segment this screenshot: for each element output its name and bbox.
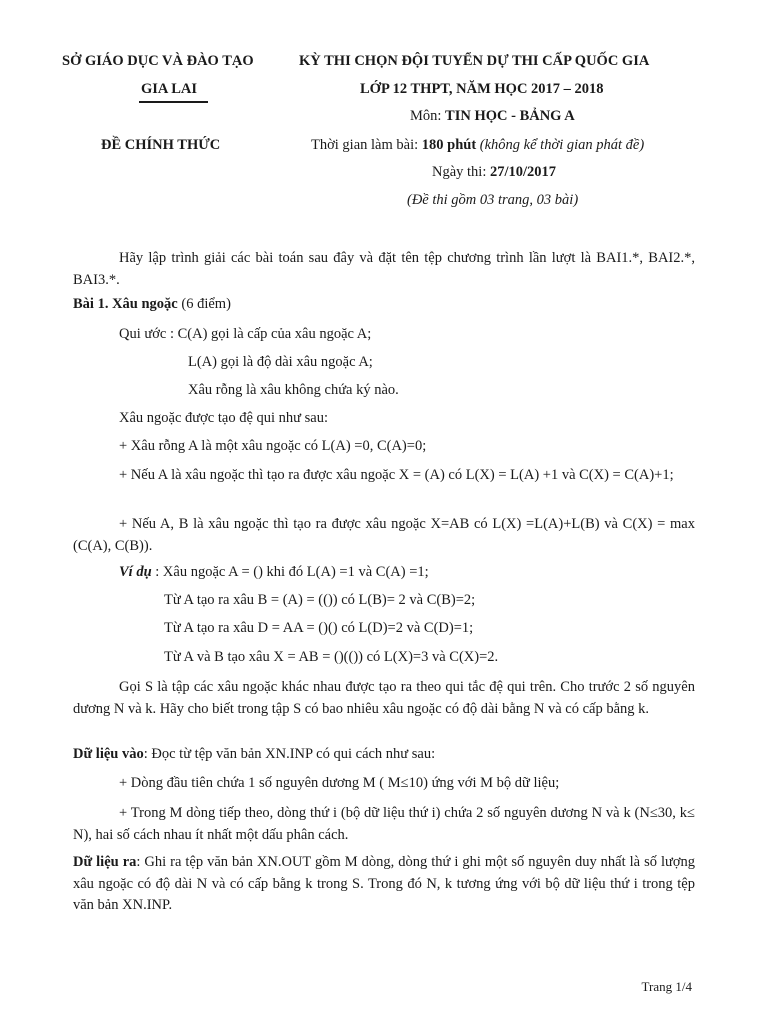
output-label: Dữ liệu ra (73, 854, 137, 870)
output-paragraph (73, 852, 695, 917)
convention-1 (119, 326, 371, 343)
rule-intro: Xâu ngoặc được tạo đệ qui như sau: (119, 410, 329, 426)
input-item-2: + Trong M dòng tiếp theo, dòng thứ i (bộ dữ liệu thứ i) chứa 2 số nguyên dương N và k (N≤30, k≤ N), hai số cách nhau ít nhất một dấu phân cách. (73, 805, 695, 843)
time-prefix: Thời gian làm bài: (311, 137, 422, 153)
convention-3: Xâu rỗng là xâu không chứa ký nào. (188, 382, 399, 398)
example-label: Ví dụ (119, 564, 152, 580)
rule-3: + Nếu A, B là xâu ngoặc thì tạo ra được xâu ngoặc X=AB có L(X) =L(A)+L(B) và C(X) = max (C(A), C(B)). (73, 516, 695, 554)
province-underline (139, 101, 208, 103)
province-name: GIA LAI (141, 81, 198, 97)
subject-line (410, 107, 575, 125)
date-line (432, 163, 556, 181)
date-prefix: Ngày thi: (432, 164, 490, 180)
input-label: Dữ liệu vào (73, 746, 144, 762)
example-2: Từ A tạo ra xâu D = AA = ()() có L(D)=2 và C(D)=1; (164, 620, 474, 636)
task-paragraph: Gọi S là tập các xâu ngoặc khác nhau được tạo ra theo qui tắc đệ qui trên. Cho trước 2 số nguyên dương N và k. Hãy cho biết trong tập S có bao nhiêu xâu ngoặc có độ dài bằng N và có cấp bằng k. (73, 679, 695, 717)
example-0-text: : Xâu ngoặc A = () khi đó L(A) =1 và C(A) =1; (151, 564, 429, 580)
intro-paragraph: Hãy lập trình giải các bài toán sau đây và đặt tên tệp chương trình lần lượt là BAI1.*, BAI2.*, BAI3.*. (73, 250, 695, 288)
problem-1-title: Bài 1. Xâu ngoặc (73, 296, 178, 312)
rule-2: + Nếu A là xâu ngoặc thì tạo ra được xâu ngoặc X = (A) có L(X) = L(A) +1 và C(X) = C(A)+1; (119, 467, 674, 483)
pages-note: (Đề thi gồm 03 trang, 03 bài) (407, 192, 579, 208)
official-exam-label: ĐỀ CHÍNH THỨC (101, 137, 221, 153)
problem-1-points: (6 điểm) (177, 296, 231, 312)
time-note: (không kể thời gian phát đề) (476, 137, 645, 153)
date-value: 27/10/2017 (490, 164, 557, 180)
page-number: Trang 1/4 (641, 979, 692, 994)
input-text: : Đọc từ tệp văn bản XN.INP có qui cách như sau: (143, 746, 436, 762)
time-line (311, 136, 644, 154)
example-1: Từ A tạo ra xâu B = (A) = (()) có L(B)= 2 và C(B)=2; (164, 592, 476, 608)
output-text: : Ghi ra tệp văn bản XN.OUT gồm M dòng, dòng thứ i ghi một số nguyên duy nhất là số lượng xâu ngoặc có độ dài N và có cấp bằng k trong S. Trong đó N, k tương ứng với bộ dữ liệu thứ i trong tệp văn bản XN.INP. (73, 854, 695, 913)
exam-grade-year: LỚP 12 THPT, NĂM HỌC 2017 – 2018 (360, 81, 604, 97)
convention-1-text: C(A) gọi là cấp của xâu ngoặc A; (177, 326, 372, 342)
example-0 (119, 564, 429, 581)
rule-1: + Xâu rỗng A là một xâu ngoặc có L(A) =0, C(A)=0; (119, 438, 427, 454)
subject-name: TIN HỌC - BẢNG A (445, 108, 575, 124)
convention-prefix: Qui ước : (119, 326, 178, 342)
problem-1-heading (73, 296, 231, 313)
convention-2: L(A) gọi là độ dài xâu ngoặc A; (188, 354, 373, 370)
input-item-1: + Dòng đầu tiên chứa 1 số nguyên dương M ( M≤10) ứng với M bộ dữ liệu; (119, 775, 560, 791)
exam-title: KỲ THI CHỌN ĐỘI TUYỂN DỰ THI CẤP QUỐC GIA (299, 53, 650, 69)
input-heading (73, 746, 435, 763)
time-value: 180 phút (421, 137, 477, 153)
subject-prefix: Môn: (410, 108, 446, 124)
department-name: SỞ GIÁO DỤC VÀ ĐÀO TẠO (62, 53, 254, 69)
example-3: Từ A và B tạo xâu X = AB = ()(()) có L(X)=3 và C(X)=2. (164, 649, 499, 665)
